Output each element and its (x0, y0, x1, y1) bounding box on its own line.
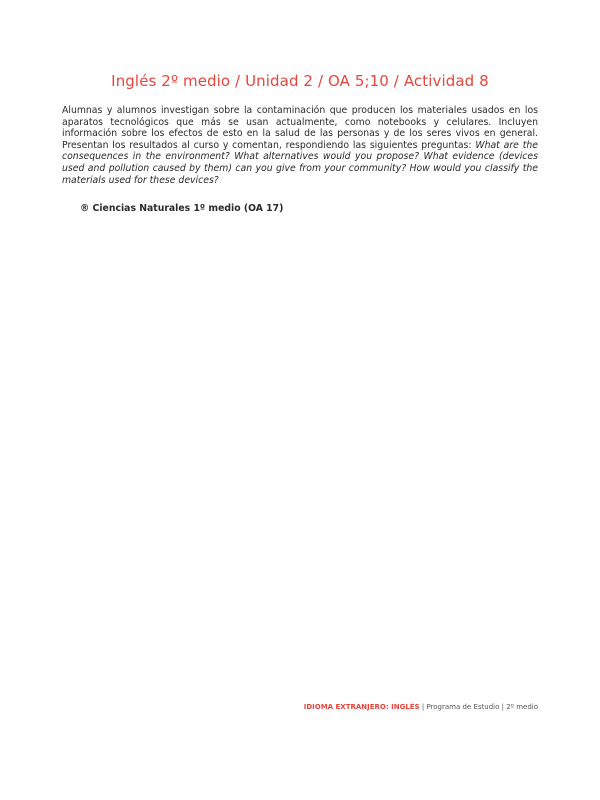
footer-program: Programa de Estudio (426, 703, 500, 711)
page-title: Inglés 2º medio / Unidad 2 / OA 5;10 / Actividad 8 (111, 72, 489, 90)
footer-separator: | (501, 703, 504, 711)
activity-description (62, 105, 538, 186)
footer-grade: 2º medio (506, 703, 538, 711)
footer-subject: IDIOMA EXTRANJERO: INGLÉS (303, 703, 420, 711)
page-footer (304, 703, 538, 711)
activity-text-spanish: Alumnas y alumnos investigan sobre la contaminación que producen los materiales usados en los aparatos tecnológicos que más se usan actualmente, como notebooks y celulares. Incluyen información sobre los efectos de esto en la salud de las personas y de los seres vivos en general. Presentan los resultados al curso y comentan, respondiendo las siguientes preguntas: (62, 105, 538, 151)
cross-reference: ® Ciencias Naturales 1º medio (OA 17) (80, 203, 284, 214)
footer-separator: | (421, 703, 425, 711)
activity-questions-english: What are the consequences in the environment? What alternatives would you propose? What evidence (devices used and pollution caused by them) can you give from your community? How would you classify the materials used for these devices? (62, 139, 538, 186)
